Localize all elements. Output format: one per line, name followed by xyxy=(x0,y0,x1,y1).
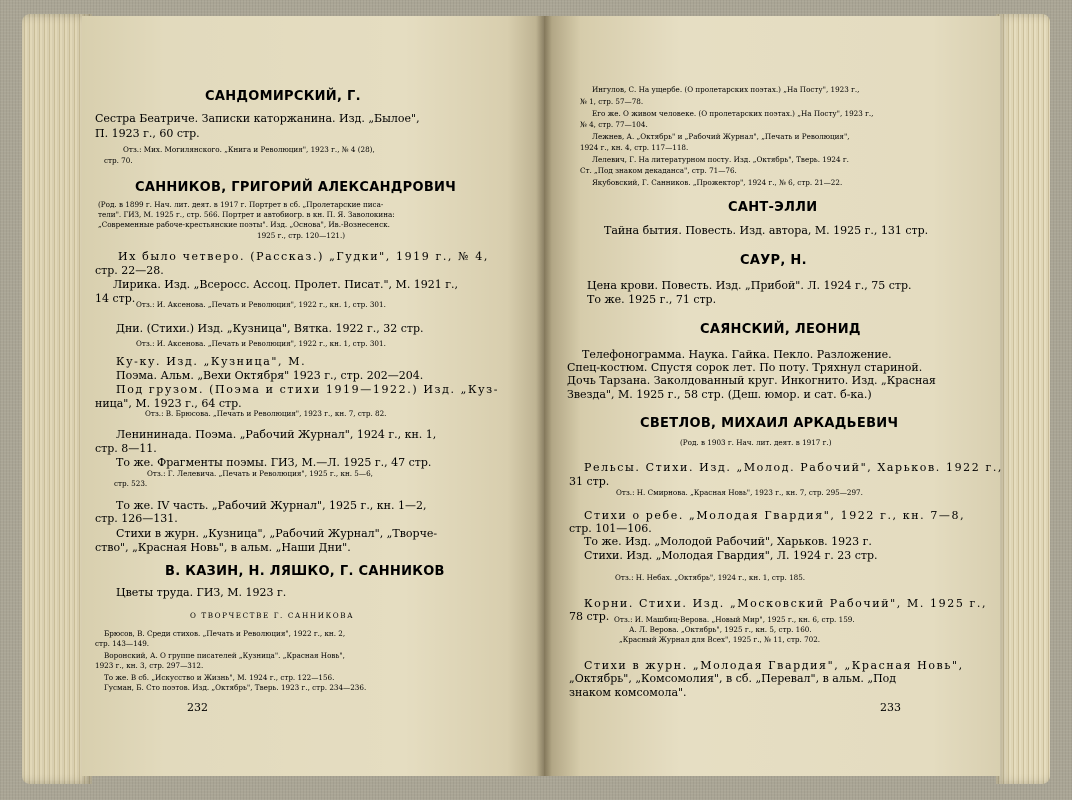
text-line: А. Л. Верова. „Октябрь", 1925 г., кн. 5, стр. 160. xyxy=(629,625,812,634)
text-line: Отз.: Н. Небах. „Октябрь", 1924 г., кн. 1, стр. 185. xyxy=(615,573,806,582)
text-line: ница", М. 1923 г., 64 стр. xyxy=(95,397,242,410)
text-line: стр. 8—11. xyxy=(95,442,157,455)
text-line: Отз.: И. Машбиц-Верова. „Новый Мир", 1925 г., кн. 6, стр. 159. xyxy=(614,615,855,624)
text-line: Лежнев, А. „Октябрь" и „Рабочий Журнал", „Печать и Революция", xyxy=(592,132,850,141)
text-line: „Современные рабоче-крестьянские поэты". Изд. „Основа", Ив.-Вознесенск. xyxy=(98,220,390,229)
text-line: То же. 1925 г., 71 стр. xyxy=(587,293,717,306)
text-line: Его же. О живом человеке. (О пролетарских поэтах.) „На Посту", 1923 г., xyxy=(592,109,874,118)
text-line: № 1, стр. 57—78. xyxy=(580,97,644,106)
text-line: (Род. в 1899 г. Нач. лит. деят. в 1917 г. Портрет в сб. „Пролетарские писа- xyxy=(98,200,384,209)
text-line: Якубовский, Г. Санников. „Прожектор", 1924 г., № 6, стр. 21—22. xyxy=(592,178,843,187)
text-line: стр. 22—28. xyxy=(95,264,164,277)
text-line: 1925 г., стр. 120—121.) xyxy=(257,231,346,240)
text-line: Корни. Стихи. Изд. „Московский Рабочий", М. 1925 г., xyxy=(584,597,988,610)
text-line: Дочь Тарзана. Заколдованный круг. Инкогнито. Изд. „Красная xyxy=(567,374,936,387)
text-line: Цветы труда. ГИЗ, М. 1923 г. xyxy=(116,586,287,599)
text-line: 31 стр. xyxy=(569,475,610,488)
text-line: стр. 523. xyxy=(114,479,148,488)
text-line: Отз.: И. Аксенова. „Печать и Революция", 1922 г., кн. 1, стр. 301. xyxy=(136,339,386,348)
text-line: Стихи в журн. „Молодая Гвардия", „Красная Новь", xyxy=(584,659,964,672)
entry-heading: САННИКОВ, ГРИГОРИЙ АЛЕКСАНДРОВИЧ xyxy=(135,180,457,195)
text-line: Их было четверо. (Рассказ.) „Гудки", 1919 г., № 4, xyxy=(118,250,489,263)
text-line: Лирика. Изд. „Всеросс. Ассоц. Пролет. Писат.", М. 1921 г., xyxy=(113,278,459,291)
text-line: Брюсов, В. Среди стихов. „Печать и Революция", 1922 г., кн. 2, xyxy=(104,629,346,638)
left-page-number: 232 xyxy=(187,701,208,714)
text-line: То же. Изд. „Молодой Рабочий", Харьков. 1923 г. xyxy=(584,535,872,548)
text-line: Ку-ку. Изд. „Кузница", М. xyxy=(116,355,307,368)
text-line: Сестра Беатриче. Записки каторжанина. Изд. „Былое", xyxy=(95,112,420,125)
text-line: Телефонограмма. Наука. Гайка. Пекло. Разложение. xyxy=(582,348,892,361)
text-line: Стихи в журн. „Кузница", „Рабочий Журнал", „Творче- xyxy=(116,527,438,540)
text-line: Лелевич, Г. На литературном посту. Изд. „Октябрь", Тверь. 1924 г. xyxy=(592,155,849,164)
text-line: стр. 126—131. xyxy=(95,512,178,525)
text-line: тели". ГИЗ, М. 1925 г., стр. 566. Портрет и автобиогр. в кн. П. Я. Заволокина: xyxy=(98,210,395,219)
entry-heading: САНДОМИРСКИЙ, Г. xyxy=(205,89,361,104)
right-page-edges xyxy=(996,14,1050,784)
text-line: Ленининада. Поэма. „Рабочий Журнал", 1924 г., кн. 1, xyxy=(116,428,437,441)
text-line: Отз.: И. Аксенова. „Печать и Революция", 1922 г., кн. 1, стр. 301. xyxy=(136,300,386,309)
text-line: То же. Фрагменты поэмы. ГИЗ, М.—Л. 1925 г., 47 стр. xyxy=(116,456,432,469)
text-line: Под грузом. (Поэма и стихи 1919—1922.) Изд. „Куз- xyxy=(116,383,500,396)
text-line: Отз.: Г. Лелевича. „Печать и Революция", 1925 г., кн. 5—6, xyxy=(147,469,373,478)
text-line: 1924 г., кн. 4, стр. 117—118. xyxy=(580,143,689,152)
entry-heading: САУР, Н. xyxy=(740,253,807,268)
text-line: стр. 101—106. xyxy=(569,522,652,535)
text-line: Гусман, Б. Сто поэтов. Изд. „Октябрь", Тверь. 1923 г., стр. 234—236. xyxy=(104,683,367,692)
text-line: То же. IV часть. „Рабочий Журнал", 1925 г., кн. 1—2, xyxy=(116,499,427,512)
book-gutter xyxy=(536,16,552,776)
text-line: 14 стр. xyxy=(95,292,136,305)
text-line: Рельсы. Стихи. Изд. „Молод. Рабочий", Харьков. 1922 г., xyxy=(584,461,1004,474)
text-line: „Октябрь", „Комсомолия", в сб. „Перевал", в альм. „Под xyxy=(569,672,897,685)
text-line: знаком комсомола". xyxy=(569,686,687,699)
text-line: ство", „Красная Новь", в альм. „Наши Дни". xyxy=(95,541,351,554)
text-line: Ингулов, С. На ущербе. (О пролетарских поэтах.) „На Посту", 1923 г., xyxy=(592,85,860,94)
text-line: Поэма. Альм. „Вехи Октября" 1923 г., стр. 202—204. xyxy=(116,369,424,382)
entry-heading: СВЕТЛОВ, МИХАИЛ АРКАДЬЕВИЧ xyxy=(640,416,899,431)
text-line: Ст. „Под знаком декаданса", стр. 71—76. xyxy=(580,166,737,175)
text-line: Цена крови. Повесть. Изд. „Прибой". Л. 1924 г., 75 стр. xyxy=(587,279,912,292)
text-line: „Красный Журнал для Всех", 1925 г., № 11, стр. 702. xyxy=(619,635,821,644)
text-line: 1923 г., кн. 3, стр. 297—312. xyxy=(95,661,204,670)
text-line: Отз.: В. Брюсова. „Печать и Революция", 1923 г., кн. 7, стр. 82. xyxy=(145,409,387,418)
text-line: То же. В сб. „Искусство и Жизнь", М. 1924 г., стр. 122—156. xyxy=(104,673,335,682)
text-line: Тайна бытия. Повесть. Изд. автора, М. 1925 г., 131 стр. xyxy=(604,224,929,237)
text-line: Звезда", М. 1925 г., 58 стр. (Деш. юмор. и сат. б-ка.) xyxy=(567,388,872,401)
entry-heading: САНТ-ЭЛЛИ xyxy=(728,200,818,215)
text-line: Воронский, А. О группе писателей „Кузница". „Красная Новь", xyxy=(104,651,345,660)
text-line: Дни. (Стихи.) Изд. „Кузница", Вятка. 1922 г., 32 стр. xyxy=(116,322,424,335)
text-line: стр. 143—149. xyxy=(95,639,150,648)
text-line: Отз.: Н. Смирнова. „Красная Новь", 1923 г., кн. 7, стр. 295—297. xyxy=(616,488,863,497)
text-line: Спец-костюм. Спустя сорок лет. По поту. Тряхнул стариной. xyxy=(567,361,923,374)
text-line: П. 1923 г., 60 стр. xyxy=(95,127,200,140)
text-line: Стихи о ребе. „Молодая Гвардия", 1922 г., кн. 7—8, xyxy=(584,509,966,522)
text-line: О ТВОРЧЕСТВЕ Г. САННИКОВА xyxy=(190,611,355,620)
entry-heading: В. КАЗИН, Н. ЛЯШКО, Г. САННИКОВ xyxy=(165,564,445,579)
text-line: 78 стр. xyxy=(569,610,610,623)
text-line: Отз.: Мих. Могилянского. „Книга и Революция", 1923 г., № 4 (28), xyxy=(123,145,375,154)
text-line: (Род. в 1903 г. Нач. лит. деят. в 1917 г.) xyxy=(680,438,832,447)
text-line: № 4, стр. 77—104. xyxy=(580,120,648,129)
right-page-number: 233 xyxy=(880,701,901,714)
text-line: стр. 70. xyxy=(104,156,133,165)
text-line: Стихи. Изд. „Молодая Гвардия", Л. 1924 г. 23 стр. xyxy=(584,549,878,562)
entry-heading: САЯНСКИЙ, ЛЕОНИД xyxy=(700,322,861,337)
